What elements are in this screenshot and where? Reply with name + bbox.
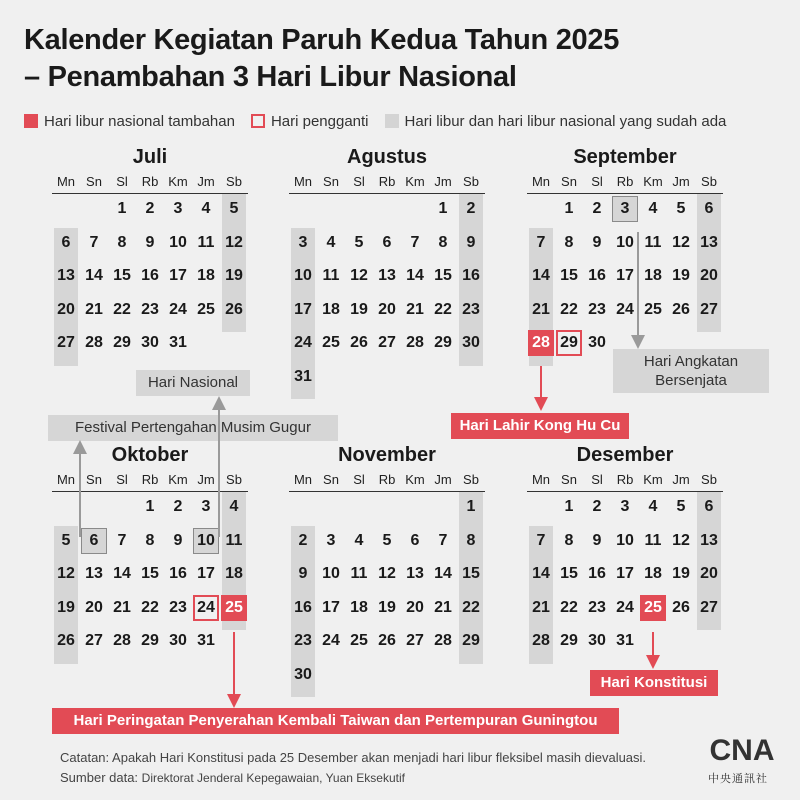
day-november-16: 16 (294, 598, 312, 616)
day-desember-28: 28 (532, 632, 550, 649)
weekday-header (52, 472, 248, 490)
page-title (24, 22, 619, 96)
day-september-19: 19 (672, 267, 690, 284)
day-oktober-27: 27 (85, 632, 103, 649)
weekday-sn: Sn (86, 174, 102, 189)
day-agustus-28: 28 (406, 334, 424, 351)
legend-grey-swatch (385, 114, 399, 128)
day-oktober-24: 24 (192, 595, 220, 621)
day-agustus-12: 12 (350, 267, 368, 284)
weekday-jm: Jm (197, 174, 215, 189)
day-oktober-12: 12 (57, 565, 75, 582)
legend-existing (385, 113, 727, 130)
day-september-30: 30 (588, 334, 606, 351)
day-juli-30: 30 (141, 334, 159, 351)
weekday-mn: Mn (293, 472, 313, 487)
day-agustus-21: 21 (406, 300, 424, 318)
day-november-8: 8 (466, 531, 476, 549)
day-oktober-4: 4 (229, 498, 239, 515)
day-november-17: 17 (322, 598, 340, 616)
day-oktober-23: 23 (169, 598, 187, 616)
day-desember-30: 30 (588, 632, 606, 649)
day-november-27: 27 (406, 632, 424, 649)
day-oktober-2: 2 (173, 498, 183, 515)
weekday-sb: Sb (701, 174, 717, 189)
day-oktober-10: 10 (192, 528, 220, 554)
weekday-km: Km (643, 174, 663, 189)
day-desember-19: 19 (672, 565, 690, 582)
day-november-30: 30 (294, 665, 312, 683)
day-oktober-30: 30 (169, 632, 187, 649)
label-taiwan: Hari Peringatan Penyerahan Kembali Taiwan dan Pertempuran Guningtou (52, 708, 619, 734)
day-desember-31: 31 (616, 632, 634, 649)
day-juli-7: 7 (89, 233, 99, 251)
day-desember-13: 13 (700, 531, 718, 549)
day-september-2: 2 (592, 200, 602, 217)
day-november-1: 1 (466, 498, 476, 515)
day-september-9: 9 (592, 233, 602, 251)
day-november-6: 6 (410, 531, 420, 549)
day-november-9: 9 (298, 565, 308, 582)
calendar-november (289, 442, 485, 683)
day-november-12: 12 (378, 565, 396, 582)
day-grid (527, 200, 723, 368)
weekday-mn: Mn (293, 174, 313, 189)
day-juli-5: 5 (229, 200, 239, 217)
weekday-km: Km (405, 174, 425, 189)
day-grid (527, 498, 723, 666)
day-agustus-5: 5 (354, 233, 364, 251)
weekday-sn: Sn (323, 174, 339, 189)
day-oktober-14: 14 (113, 565, 131, 582)
day-september-4: 4 (648, 200, 658, 217)
day-desember-9: 9 (592, 531, 602, 549)
day-november-29: 29 (462, 632, 480, 649)
day-juli-10: 10 (169, 233, 187, 251)
day-desember-6: 6 (704, 498, 714, 515)
day-november-15: 15 (462, 565, 480, 582)
day-november-20: 20 (406, 598, 424, 616)
day-desember-27: 27 (700, 598, 718, 616)
day-grid (289, 200, 485, 401)
day-desember-12: 12 (672, 531, 690, 549)
day-agustus-16: 16 (462, 267, 480, 284)
day-desember-3: 3 (620, 498, 630, 515)
day-desember-23: 23 (588, 598, 606, 616)
day-juli-14: 14 (85, 267, 103, 284)
day-agustus-11: 11 (322, 267, 340, 284)
day-september-29: 29 (555, 330, 583, 356)
footer-source (60, 768, 646, 788)
footer (60, 748, 646, 788)
day-agustus-8: 8 (438, 233, 448, 251)
weekday-km: Km (405, 472, 425, 487)
day-desember-20: 20 (700, 565, 718, 582)
day-september-23: 23 (588, 300, 606, 318)
day-oktober-17: 17 (197, 565, 215, 582)
legend-added-label: Hari libur nasional tambahan (44, 112, 235, 130)
day-grid (52, 200, 248, 368)
day-juli-8: 8 (117, 233, 127, 251)
weekday-mn: Mn (56, 174, 76, 189)
day-september-25: 25 (644, 300, 662, 318)
day-oktober-1: 1 (145, 498, 155, 515)
day-september-12: 12 (672, 233, 690, 251)
day-juli-15: 15 (113, 267, 131, 284)
weekday-header (289, 174, 485, 192)
day-november-7: 7 (438, 531, 448, 549)
day-agustus-15: 15 (434, 267, 452, 284)
day-juli-11: 11 (197, 233, 215, 251)
day-desember-24: 24 (616, 598, 634, 616)
day-oktober-11: 11 (225, 531, 243, 549)
day-oktober-20: 20 (85, 598, 103, 616)
header-underline (289, 491, 485, 492)
day-november-25: 25 (350, 632, 368, 649)
day-juli-29: 29 (113, 334, 131, 351)
weekday-header (52, 174, 248, 192)
day-desember-15: 15 (560, 565, 578, 582)
day-agustus-18: 18 (322, 300, 340, 318)
weekday-sn: Sn (561, 174, 577, 189)
day-oktober-28: 28 (113, 632, 131, 649)
calendar-juli (52, 144, 248, 351)
month-name: November (338, 444, 436, 466)
weekday-sb: Sb (226, 472, 242, 487)
day-oktober-9: 9 (173, 531, 183, 549)
weekday-km: Km (168, 174, 188, 189)
day-oktober-22: 22 (141, 598, 159, 616)
weekday-mn: Mn (531, 174, 551, 189)
day-november-3: 3 (326, 531, 336, 549)
weekday-header (527, 174, 723, 192)
day-november-28: 28 (434, 632, 452, 649)
day-oktober-13: 13 (85, 565, 103, 582)
weekday-jm: Jm (672, 174, 690, 189)
day-september-27: 27 (700, 300, 718, 318)
weekday-header (289, 472, 485, 490)
day-agustus-1: 1 (438, 200, 448, 217)
day-agustus-10: 10 (294, 267, 312, 284)
day-juli-21: 21 (85, 300, 103, 318)
footer-source-label: Sumber data: (60, 770, 139, 785)
day-desember-2: 2 (592, 498, 602, 515)
weekday-sl: Sl (116, 472, 128, 487)
day-agustus-20: 20 (378, 300, 396, 318)
day-agustus-22: 22 (434, 300, 452, 318)
day-september-18: 18 (644, 267, 662, 284)
day-desember-25: 25 (639, 595, 667, 621)
label-konstitusi: Hari Konstitusi (590, 670, 718, 696)
header-underline (527, 193, 723, 194)
weekday-sb: Sb (463, 174, 479, 189)
weekday-rb: Rb (378, 174, 396, 189)
footer-note: Catatan: Apakah Hari Konstitusi pada 25 Desember akan menjadi hari libur fleksibel masih dievaluasi. (60, 750, 647, 765)
day-juli-25: 25 (197, 300, 215, 318)
day-desember-10: 10 (616, 531, 634, 549)
weekday-sn: Sn (86, 472, 102, 487)
weekday-header (527, 472, 723, 490)
month-name: Juli (132, 146, 168, 168)
day-desember-29: 29 (560, 632, 578, 649)
day-juli-19: 19 (225, 267, 243, 284)
legend-outline-swatch (251, 114, 265, 128)
day-agustus-2: 2 (466, 200, 476, 217)
day-juli-16: 16 (141, 267, 159, 284)
day-grid (289, 498, 485, 699)
day-agustus-24: 24 (294, 334, 312, 351)
legend-existing-label: Hari libur dan hari libur nasional yang sudah ada (404, 112, 727, 130)
day-oktober-6: 6 (80, 528, 108, 554)
label-angkatan-line1: Hari Angkatan (643, 353, 739, 370)
header-underline (289, 193, 485, 194)
weekday-jm: Jm (434, 472, 452, 487)
day-juli-1: 1 (117, 200, 127, 217)
day-november-13: 13 (406, 565, 424, 582)
day-juli-28: 28 (85, 334, 103, 351)
day-agustus-14: 14 (406, 267, 424, 284)
day-september-13: 13 (700, 233, 718, 251)
weekday-rb: Rb (141, 174, 159, 189)
day-juli-4: 4 (201, 200, 211, 217)
day-september-14: 14 (532, 267, 550, 284)
day-oktober-8: 8 (145, 531, 155, 549)
day-september-7: 7 (536, 233, 546, 251)
day-oktober-5: 5 (61, 531, 71, 549)
weekday-sl: Sl (591, 174, 603, 189)
logo-subtext: 中央通訊社 (708, 773, 768, 785)
weekday-jm: Jm (197, 472, 215, 487)
day-oktober-15: 15 (141, 565, 159, 582)
day-november-21: 21 (434, 598, 452, 616)
legend-red-swatch (24, 114, 38, 128)
day-agustus-7: 7 (410, 233, 420, 251)
day-oktober-3: 3 (201, 498, 211, 515)
day-desember-21: 21 (532, 598, 550, 616)
day-juli-26: 26 (225, 300, 243, 318)
day-juli-3: 3 (173, 200, 183, 217)
weekday-sl: Sl (353, 472, 365, 487)
day-september-22: 22 (560, 300, 578, 318)
day-agustus-30: 30 (462, 334, 480, 351)
weekday-rb: Rb (616, 174, 634, 189)
day-november-11: 11 (350, 565, 368, 582)
day-agustus-4: 4 (326, 233, 336, 251)
day-november-18: 18 (350, 598, 368, 616)
day-juli-20: 20 (57, 300, 75, 318)
calendar-agustus (289, 144, 485, 385)
day-desember-5: 5 (676, 498, 686, 515)
day-desember-1: 1 (564, 498, 574, 515)
day-november-4: 4 (354, 531, 364, 549)
day-september-10: 10 (616, 233, 634, 251)
weekday-km: Km (168, 472, 188, 487)
weekday-jm: Jm (672, 472, 690, 487)
title-line-2: – Penambahan 3 Hari Libur Nasional (24, 61, 517, 93)
day-juli-12: 12 (225, 233, 243, 251)
day-desember-14: 14 (532, 565, 550, 582)
legend-added (24, 113, 235, 130)
day-september-11: 11 (644, 233, 662, 251)
day-juli-17: 17 (169, 267, 187, 284)
weekday-mn: Mn (56, 472, 76, 487)
weekday-sl: Sl (591, 472, 603, 487)
day-oktober-26: 26 (57, 632, 75, 649)
day-november-14: 14 (434, 565, 452, 582)
legend-substitute-label: Hari pengganti (270, 112, 369, 130)
weekday-sn: Sn (561, 472, 577, 487)
month-name: Agustus (347, 146, 427, 168)
header-underline (52, 491, 248, 492)
weekday-sl: Sl (353, 174, 365, 189)
day-oktober-29: 29 (141, 632, 159, 649)
day-desember-7: 7 (536, 531, 546, 549)
day-agustus-9: 9 (466, 233, 476, 251)
day-agustus-19: 19 (350, 300, 368, 318)
day-november-2: 2 (298, 531, 308, 549)
day-oktober-7: 7 (117, 531, 127, 549)
day-agustus-26: 26 (350, 334, 368, 351)
day-juli-27: 27 (57, 334, 75, 351)
calendar-desember (527, 442, 723, 649)
day-agustus-31: 31 (294, 367, 312, 385)
weekday-sb: Sb (226, 174, 242, 189)
day-juli-13: 13 (57, 267, 75, 284)
day-november-24: 24 (322, 632, 340, 649)
day-juli-18: 18 (197, 267, 215, 284)
label-hari-nasional: Hari Nasional (136, 370, 250, 396)
day-agustus-3: 3 (298, 233, 308, 251)
day-agustus-27: 27 (378, 334, 396, 351)
logo-text: CNA (709, 734, 775, 767)
day-september-16: 16 (588, 267, 606, 284)
weekday-rb: Rb (141, 472, 159, 487)
calendar-september (527, 144, 723, 351)
day-desember-16: 16 (588, 565, 606, 582)
day-november-22: 22 (462, 598, 480, 616)
day-september-8: 8 (564, 233, 574, 251)
weekday-sb: Sb (701, 472, 717, 487)
title-line-1: Kalender Kegiatan Paruh Kedua Tahun 2025 (24, 24, 620, 56)
day-desember-17: 17 (616, 565, 634, 582)
day-desember-4: 4 (648, 498, 658, 515)
day-september-15: 15 (560, 267, 578, 284)
label-angkatan-line2: Bersenjata (655, 372, 727, 389)
day-oktober-25: 25 (220, 595, 248, 621)
day-agustus-25: 25 (322, 334, 340, 351)
day-september-5: 5 (676, 200, 686, 217)
day-desember-8: 8 (564, 531, 574, 549)
day-oktober-16: 16 (169, 565, 187, 582)
legend-substitute (251, 113, 369, 130)
day-agustus-23: 23 (462, 300, 480, 318)
day-oktober-19: 19 (57, 598, 75, 616)
day-agustus-29: 29 (434, 334, 452, 351)
day-desember-22: 22 (560, 598, 578, 616)
weekday-rb: Rb (378, 472, 396, 487)
header-underline (52, 193, 248, 194)
weekday-rb: Rb (616, 472, 634, 487)
day-grid (52, 498, 248, 666)
day-oktober-18: 18 (225, 565, 243, 582)
day-september-3: 3 (611, 196, 639, 222)
day-juli-2: 2 (145, 200, 155, 217)
month-name: Oktober (111, 444, 189, 466)
day-juli-22: 22 (113, 300, 131, 318)
legend (24, 110, 742, 132)
day-september-28: 28 (527, 330, 555, 356)
day-juli-31: 31 (169, 334, 187, 351)
day-oktober-31: 31 (197, 632, 215, 649)
month-name: September (573, 146, 677, 168)
day-agustus-17: 17 (294, 300, 312, 318)
weekday-sn: Sn (323, 472, 339, 487)
day-november-26: 26 (378, 632, 396, 649)
footer-source-text: Direktorat Jenderal Kepegawaian, Yuan Eksekutif (141, 771, 405, 785)
weekday-mn: Mn (531, 472, 551, 487)
day-november-19: 19 (378, 598, 396, 616)
day-november-23: 23 (294, 632, 312, 649)
day-september-17: 17 (616, 267, 634, 284)
day-juli-9: 9 (145, 233, 155, 251)
day-september-21: 21 (532, 300, 550, 318)
weekday-sl: Sl (116, 174, 128, 189)
day-september-6: 6 (704, 200, 714, 217)
day-juli-23: 23 (141, 300, 159, 318)
day-september-20: 20 (700, 267, 718, 284)
day-juli-6: 6 (61, 233, 71, 251)
day-november-10: 10 (322, 565, 340, 582)
day-agustus-13: 13 (378, 267, 396, 284)
weekday-km: Km (643, 472, 663, 487)
calendar-oktober (52, 442, 248, 649)
day-september-1: 1 (564, 200, 574, 217)
day-agustus-6: 6 (382, 233, 392, 251)
month-name: Desember (576, 444, 674, 466)
day-oktober-21: 21 (113, 598, 131, 616)
label-festival: Festival Pertengahan Musim Gugur (48, 415, 338, 441)
day-september-24: 24 (616, 300, 634, 318)
day-desember-18: 18 (644, 565, 662, 582)
day-desember-11: 11 (644, 531, 662, 549)
label-kong-hu-cu: Hari Lahir Kong Hu Cu (451, 413, 629, 439)
day-november-5: 5 (382, 531, 392, 549)
header-underline (527, 491, 723, 492)
weekday-jm: Jm (434, 174, 452, 189)
day-september-26: 26 (672, 300, 690, 318)
day-desember-26: 26 (672, 598, 690, 616)
label-angkatan (613, 349, 769, 393)
weekday-sb: Sb (463, 472, 479, 487)
day-juli-24: 24 (169, 300, 187, 318)
